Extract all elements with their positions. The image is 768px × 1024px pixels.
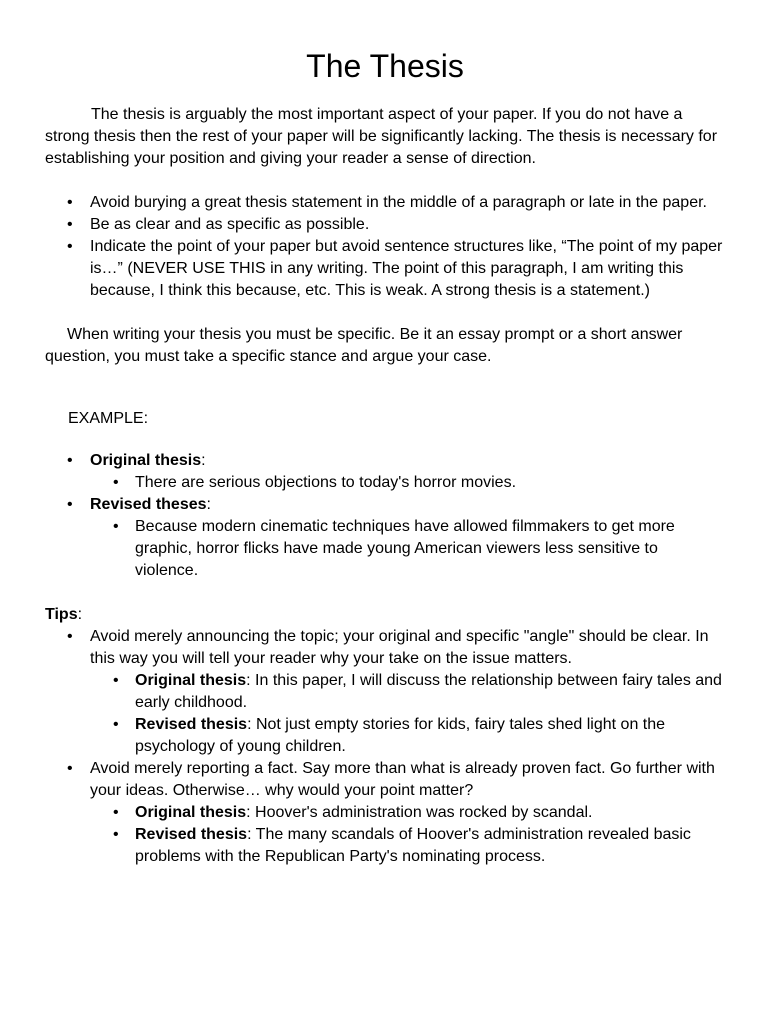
list-item bbox=[45, 626, 725, 758]
example-list bbox=[45, 450, 725, 582]
list-item bbox=[45, 494, 725, 582]
tip-original-text: : In this paper, I will discuss the relationship between fairy tales and early childhood. bbox=[135, 672, 722, 711]
tips-label: Tips bbox=[45, 606, 78, 623]
guidelines-list bbox=[45, 192, 725, 302]
original-thesis-label: Original thesis bbox=[90, 452, 202, 469]
revised-thesis-label: Revised thesis bbox=[135, 826, 248, 843]
list-item: • Indicate the point of your paper but avoid sentence structures like, “The point of my paper is…” (NEVER USE THIS in any writing. The point of this paragraph, I am writing this because, I think this because, etc. This is weak. A strong thesis is a statement.) bbox=[45, 236, 725, 302]
tip-revised-text: : The many scandals of Hoover's administration revealed basic problems with the Republican Party's nominating process. bbox=[135, 826, 691, 865]
colon: : bbox=[201, 452, 206, 469]
tip-original-text: : Hoover's administration was rocked by scandal. bbox=[246, 804, 593, 821]
specific-paragraph: When writing your thesis you must be specific. Be it an essay prompt or a short answer question, you must take a specific stance and argue your case. bbox=[45, 326, 683, 365]
page-title: The Thesis bbox=[306, 48, 464, 84]
tips-heading bbox=[45, 604, 725, 626]
revised-theses-label: Revised theses bbox=[90, 496, 207, 513]
list-item: • Be as clear and as specific as possible. bbox=[45, 214, 725, 236]
list-item bbox=[45, 758, 725, 868]
colon: : bbox=[77, 606, 83, 623]
list-item: • Because modern cinematic techniques have allowed filmmakers to get more graphic, horror flicks have made young American viewers less sensitive to violence. bbox=[90, 516, 725, 582]
document-page bbox=[45, 44, 725, 868]
list-item bbox=[45, 450, 725, 494]
example-heading: EXAMPLE: bbox=[68, 410, 149, 427]
tip-revised-text: : Not just empty stories for kids, fairy tales shed light on the psychology of young children. bbox=[135, 716, 666, 755]
tip-text: Avoid merely announcing the topic; your original and specific "angle" should be clear. In this way you will tell your reader why your take on the issue matters. bbox=[90, 628, 709, 667]
list-item: • Avoid burying a great thesis statement in the middle of a paragraph or late in the paper. bbox=[45, 192, 725, 214]
original-thesis-label: Original thesis bbox=[135, 804, 247, 821]
list-item bbox=[90, 670, 725, 714]
revised-thesis-label: Revised thesis bbox=[135, 716, 248, 733]
tips-list bbox=[45, 626, 725, 868]
tip-text: Avoid merely reporting a fact. Say more than what is already proven fact. Go further with your ideas. Otherwise… why would your point matter? bbox=[90, 760, 715, 799]
list-item: • There are serious objections to today's horror movies. bbox=[90, 472, 725, 494]
list-item bbox=[90, 714, 725, 758]
intro-paragraph: The thesis is arguably the most important aspect of your paper. If you do not have a strong thesis then the rest of your paper will be significantly lacking. The thesis is necessary for establishing your position and giving your reader a sense of direction. bbox=[45, 106, 718, 167]
original-thesis-label: Original thesis bbox=[135, 672, 247, 689]
colon: : bbox=[206, 496, 211, 513]
list-item bbox=[90, 824, 725, 868]
list-item bbox=[90, 802, 725, 824]
